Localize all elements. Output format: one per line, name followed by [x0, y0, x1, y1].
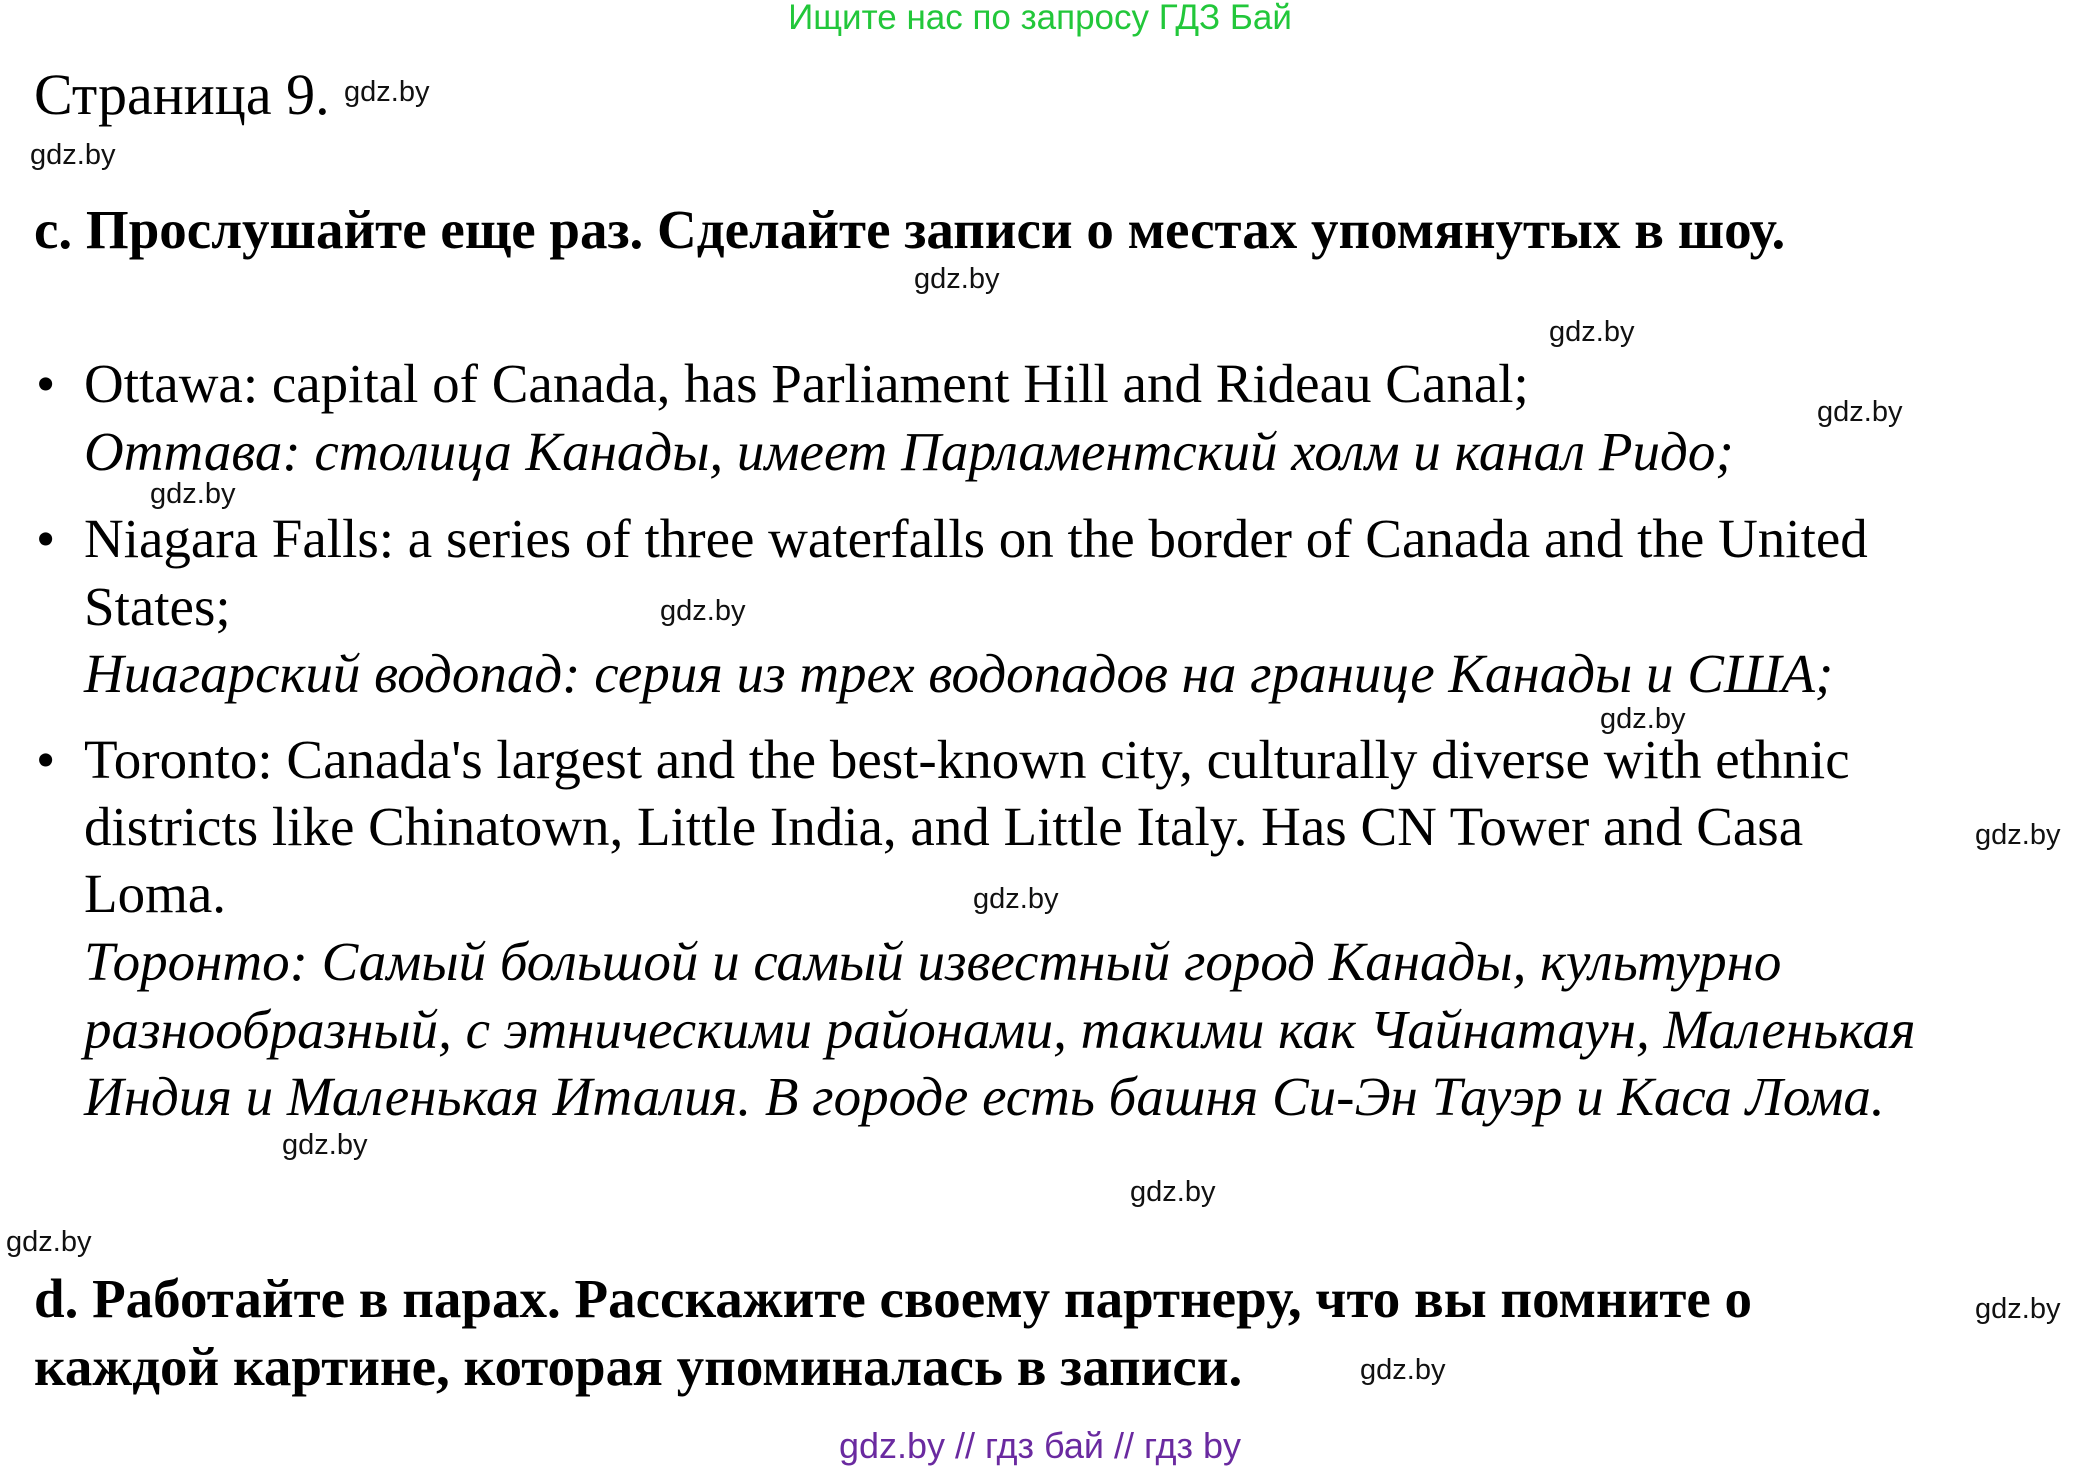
- toronto-en-line-3: Loma.: [84, 863, 227, 924]
- toronto-ru-line-1: Торонто: Самый большой и самый известный город Канады, культурно: [84, 931, 1782, 992]
- task-c-heading: c. Прослушайте еще раз. Сделайте записи о местах упомянутых в шоу.: [34, 199, 1786, 260]
- watermark: gdz.by: [1975, 819, 2061, 851]
- ottawa-en-line-1: Ottawa: capital of Canada, has Parliament Hill and Rideau Canal;: [84, 353, 1529, 414]
- watermark: gdz.by: [973, 883, 1059, 915]
- watermark: gdz.by: [1817, 396, 1903, 428]
- search-banner: Ищите нас по запросу ГДЗ Бай: [788, 0, 1292, 37]
- watermark: gdz.by: [1130, 1176, 1216, 1208]
- watermark: gdz.by: [1975, 1293, 2061, 1325]
- ottawa-ru-line-1: Оттава: столица Канады, имеет Парламентский холм и канал Ридо;: [84, 421, 1734, 482]
- watermark: gdz.by: [282, 1129, 368, 1161]
- task-d-line-1: d. Работайте в парах. Расскажите своему партнеру, что вы помните о: [34, 1268, 1753, 1329]
- watermark: gdz.by: [150, 478, 236, 510]
- bullet-ottawa: •: [36, 353, 56, 414]
- toronto-en-line-1: Toronto: Canada's largest and the best-known city, culturally diverse with ethnic: [84, 729, 1850, 790]
- bullet-toronto: •: [36, 729, 56, 790]
- niagara-ru-line-1: Ниагарский водопад: серия из трех водопадов на границе Канады и США;: [84, 643, 1834, 704]
- watermark: gdz.by: [1549, 316, 1635, 348]
- task-d-line-2: каждой картине, которая упоминалась в записи.: [34, 1336, 1243, 1397]
- niagara-en-line-1: Niagara Falls: a series of three waterfalls on the border of Canada and the United: [84, 508, 1868, 569]
- toronto-ru-line-2: разнообразный, с этническими районами, такими как Чайнатаун, Маленькая: [84, 999, 1916, 1060]
- watermark: gdz.by: [660, 595, 746, 627]
- watermark: gdz.by: [344, 76, 430, 108]
- watermark: gdz.by: [30, 139, 116, 171]
- watermark: gdz.by: [1360, 1354, 1446, 1386]
- bullet-niagara: •: [36, 508, 56, 569]
- page-title: Страница 9.: [34, 62, 330, 127]
- footer-links: gdz.by // гдз бай // гдз by: [838, 1425, 1242, 1466]
- watermark: gdz.by: [1600, 703, 1686, 735]
- watermark: gdz.by: [6, 1226, 92, 1258]
- toronto-ru-line-3: Индия и Маленькая Италия. В городе есть башня Си-Эн Тауэр и Каса Лома.: [84, 1066, 1885, 1127]
- watermark: gdz.by: [914, 263, 1000, 295]
- niagara-en-line-2: States;: [84, 576, 231, 637]
- toronto-en-line-2: districts like Chinatown, Little India, and Little Italy. Has CN Tower and Casa: [84, 796, 1804, 857]
